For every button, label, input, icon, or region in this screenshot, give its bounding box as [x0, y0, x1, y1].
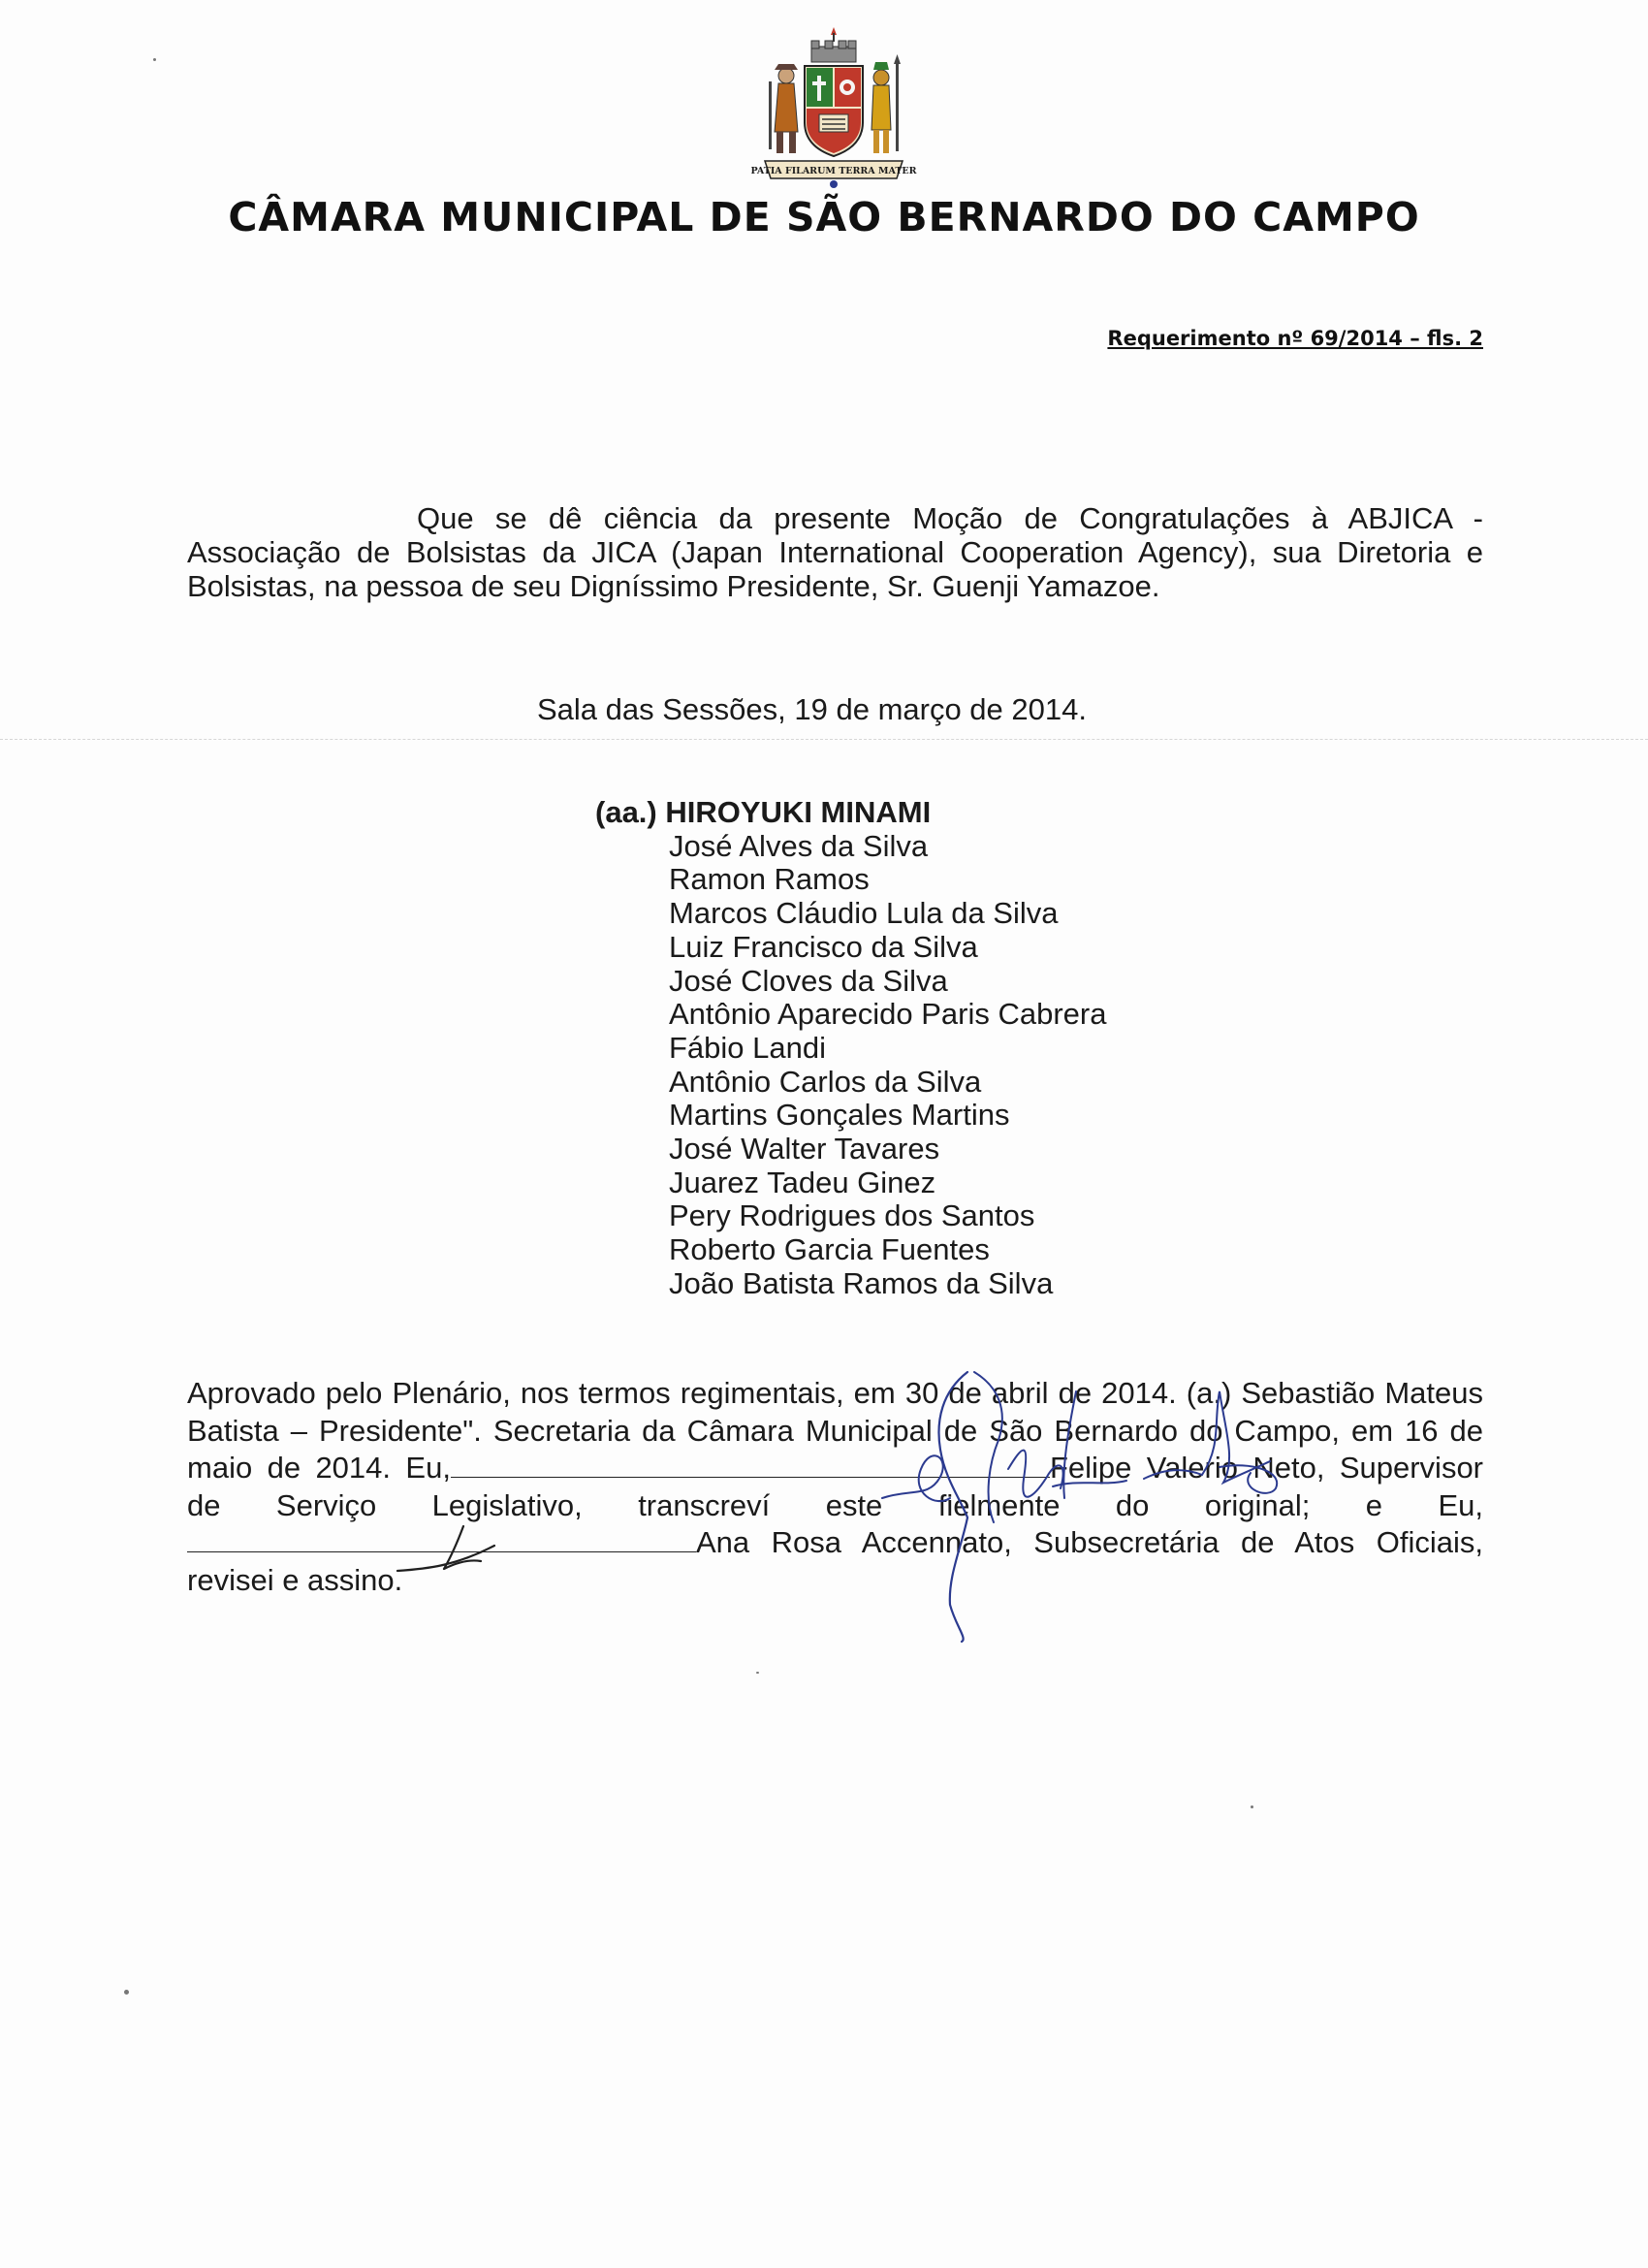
scan-speck [124, 1990, 129, 1995]
signatory-name: Antônio Carlos da Silva [669, 1064, 982, 1099]
approval-text-part3: Ana Rosa Accennato, Subsecretária de Atos Oficiais, revisei e assino. [187, 1525, 1483, 1597]
signatory-name: João Batista Ramos da Silva [669, 1265, 1054, 1300]
crest-motto: PATIA FILARUM TERRA MATER [750, 166, 917, 176]
page-title: CÂMARA MUNICIPAL DE SÃO BERNARDO DO CAMPO [228, 194, 1420, 240]
signatory-name: Martins Gonçales Martins [669, 1098, 1010, 1133]
coat-of-arms-icon [750, 25, 917, 190]
signatory-name: Fábio Landi [669, 1030, 827, 1065]
scan-speck [1251, 1805, 1253, 1808]
signatory-name: Pery Rodrigues dos Santos [669, 1198, 1035, 1233]
signatory-name: Ramon Ramos [669, 862, 870, 897]
signatory-name: José Walter Tavares [669, 1132, 940, 1166]
shield-icon [805, 66, 863, 156]
session-date: Sala das Sessões, 19 de março de 2014. [537, 692, 1087, 726]
signatory-name: Luiz Francisco da Silva [669, 929, 978, 964]
approval-text-part1: Aprovado pelo Plenário, nos termos regimentais, em 30 de abril de 2014. (a.) Sebastião Mateus Batista – Presidente". Secretaria da Câmara Municipal de São Bernardo do Campo, em 16 de maio de 2014. Eu, [187, 1376, 1483, 1485]
approval-text-part2: Felipe Valerio Neto, Supervisor de Serviço Legislativo, transcreví este fielmente do original; e Eu, [187, 1451, 1484, 1522]
signatories-block [595, 796, 1106, 1301]
approval-paragraph [187, 1375, 1483, 1599]
scan-speck [756, 1672, 759, 1674]
right-supporter-figure-icon [872, 54, 901, 153]
mural-crown-icon [811, 27, 856, 62]
signatory-name: Marcos Cláudio Lula da Silva [669, 896, 1059, 931]
crest-base-knot-icon [830, 180, 838, 188]
motion-paragraph: Que se dê ciência da presente Moção de Congratulações à ABJICA - Associação de Bolsistas da JICA (Japan International Cooperation Agency), sua Diretoria e Bolsistas, na pessoa de seu Digníssimo Presidente, Sr. Guenji Yamazoe. [187, 501, 1483, 603]
reference-number: Requerimento nº 69/2014 – fls. 2 [1107, 327, 1483, 350]
signatory-name: Juarez Tadeu Ginez [669, 1165, 936, 1199]
signatory-name: Antônio Aparecido Paris Cabrera [669, 997, 1107, 1032]
signatory-name: José Cloves da Silva [669, 963, 948, 998]
paper-fold-line [0, 739, 1648, 740]
lead-signatory-line [595, 796, 1106, 830]
left-supporter-figure-icon [769, 64, 798, 153]
lead-signatory: HIROYUKI MINAMI [665, 795, 932, 829]
signatory-prefix: (aa.) [595, 795, 657, 829]
signature-blank-line [451, 1453, 1050, 1478]
signature-blank-line [187, 1528, 696, 1552]
signatory-name: José Alves da Silva [669, 828, 929, 863]
signatory-list [595, 830, 1106, 1301]
motto-ribbon-icon [750, 161, 916, 178]
scan-speck [153, 58, 156, 61]
signatory-name: Roberto Garcia Fuentes [669, 1232, 990, 1267]
